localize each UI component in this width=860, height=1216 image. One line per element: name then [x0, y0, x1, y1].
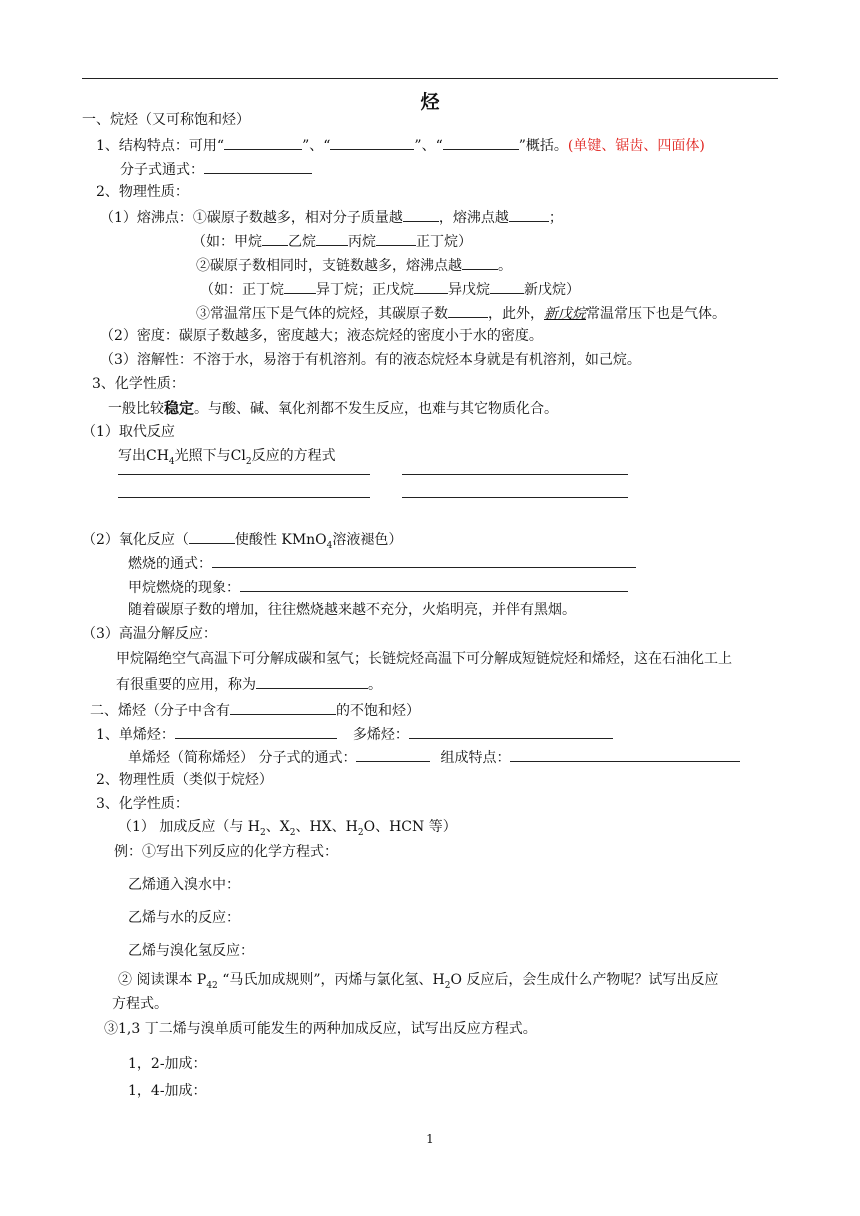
alkene-types-line: 1、单烯烃： 多烯烃： [96, 724, 613, 744]
blank-methane-phenomenon[interactable] [240, 577, 628, 592]
chemical-heading: 3、化学性质： [92, 376, 185, 392]
solubility-line: （3）溶解性：不溶于水，易溶于有机溶剂。有的液态烷烃本身就是有机溶剂，如己烷。 [100, 352, 641, 368]
stability-line: 一般比较稳定。与酸、碱、氧化剂都不发生反应，也难与其它物质化合。 [108, 399, 559, 417]
answer-line[interactable] [402, 497, 628, 498]
pyrolysis-line-2: 有很重要的应用，称为 。 [116, 674, 382, 694]
blank-ex2-3[interactable] [490, 279, 524, 294]
blank-composition[interactable] [510, 747, 740, 762]
blank-alkene-group[interactable] [230, 700, 336, 715]
pyrolysis-heading: （3）高温分解反应： [82, 626, 217, 642]
combustion-note: 随着碳原子数的增加，往往燃烧越来越不充分，火焰明亮，并伴有黑烟。 [128, 602, 576, 618]
blank-combustion-general[interactable] [212, 553, 636, 568]
blank-ex2-2[interactable] [414, 279, 448, 294]
blank-ex2-1[interactable] [284, 279, 316, 294]
combustion-general-line: 燃烧的通式： [128, 553, 636, 573]
boiling-point-line-2: ②碳原子数相同时，支链数越多，熔沸点越 。 [196, 255, 512, 275]
structure-hint: (单键、锯齿、四面体) [567, 138, 705, 154]
blank-ex1-2[interactable] [316, 231, 348, 246]
page-number: 1 [426, 1132, 434, 1146]
header-rule [82, 78, 778, 79]
blank-structure-3[interactable] [443, 135, 519, 150]
addition-14: 1，4-加成： [128, 1083, 207, 1099]
section-heading-alkenes: 二、烯烃（分子中含有 的不饱和烃） [90, 700, 420, 720]
example-bromine-water: 乙烯通入溴水中： [128, 877, 240, 893]
example-line-1: （如：甲烷 乙烷 丙烷 正丁烷） [192, 231, 472, 251]
structure-line: 1、结构特点：可用“ ”、“ ”、“ ”概括。(单键、锯齿、四面体) [96, 135, 705, 155]
pyrolysis-line-1: 甲烷隔绝空气高温下可分解成碳和氢气；长链烷烃高温下可分解成短链烷烃和烯烃，这在石油化工上 [116, 651, 732, 667]
blank-bp-3[interactable] [462, 255, 498, 270]
example-hbr: 乙烯与溴化氢反应： [128, 943, 254, 959]
substitution-task: 写出$CH_4$光照下与$Cl_2$反应的方程式 [118, 448, 336, 467]
blank-alkene-formula[interactable] [356, 747, 430, 762]
boiling-point-line-3: ③常温常压下是气体的烷烃，其碳原子数 ，此外，新戊烷常温常压下也是气体。 [196, 303, 726, 323]
addition-12: 1，2-加成： [128, 1056, 207, 1072]
example-line-2: （如：正丁烷 异丁烷；正戊烷 异戊烷 新戊烷） [200, 279, 580, 299]
butadiene-task: ③1,3 丁二烯与溴单质可能发生的两种加成反应，试写出反应方程式。 [104, 1021, 537, 1037]
formula-line: 分子式通式： [120, 159, 312, 179]
alkene-general-line: 单烯烃（简称烯烃） 分子式的通式： 组成特点： [128, 747, 740, 767]
blank-bp-4[interactable] [448, 303, 488, 318]
blank-mono-alkene[interactable] [175, 724, 337, 739]
blank-ex1-1[interactable] [262, 231, 288, 246]
physical-heading: 2、物理性质： [96, 184, 189, 200]
section-heading-alkanes: 一、烷烃（又可称饱和烃） [82, 112, 250, 128]
answer-line[interactable] [118, 474, 370, 475]
blank-structure-1[interactable] [224, 135, 302, 150]
methane-phenomenon-line: 甲烷燃烧的现象： [128, 577, 628, 597]
example-water: 乙烯与水的反应： [128, 910, 240, 926]
boiling-point-line-1: （1）熔沸点：①碳原子数越多，相对分子质量越 ，熔沸点越 ； [100, 207, 563, 227]
answer-line[interactable] [118, 497, 370, 498]
blank-pyrolysis[interactable] [256, 674, 368, 689]
answer-line[interactable] [402, 474, 628, 475]
blank-poly-alkene[interactable] [409, 724, 613, 739]
example-intro: 例：①写出下列反应的化学方程式： [114, 844, 338, 860]
blank-oxidation[interactable] [189, 529, 235, 544]
blank-formula[interactable] [204, 159, 312, 174]
blank-bp-1[interactable] [403, 207, 439, 222]
substitution-heading: （1）取代反应 [82, 424, 175, 440]
blank-structure-2[interactable] [330, 135, 414, 150]
alkene-physical: 2、物理性质（类似于烷烃） [96, 772, 273, 788]
blank-ex1-3[interactable] [376, 231, 416, 246]
alkene-chemical: 3、化学性质： [96, 796, 189, 812]
addition-heading: （1） 加成反应（与 $H_2$、$X_2$、HX、$H_2O$、HCN 等） [118, 819, 457, 838]
markovnikov-line-2: 方程式。 [112, 996, 168, 1012]
markovnikov-line-1: ② 阅读课本 $P_{42}$ “马氏加成规则”，丙烯与氯化氢、$H_2O$ 反应后，会生成什么产物呢？试写出反应 [118, 972, 719, 991]
page-title: 烃 [420, 91, 440, 113]
oxidation-heading: （2）氧化反应（ 使酸性 KMnO$_4$溶液褪色） [82, 529, 402, 555]
density-line: （2）密度：碳原子数越多，密度越大；液态烷烃的密度小于水的密度。 [100, 328, 543, 344]
blank-bp-2[interactable] [509, 207, 549, 222]
